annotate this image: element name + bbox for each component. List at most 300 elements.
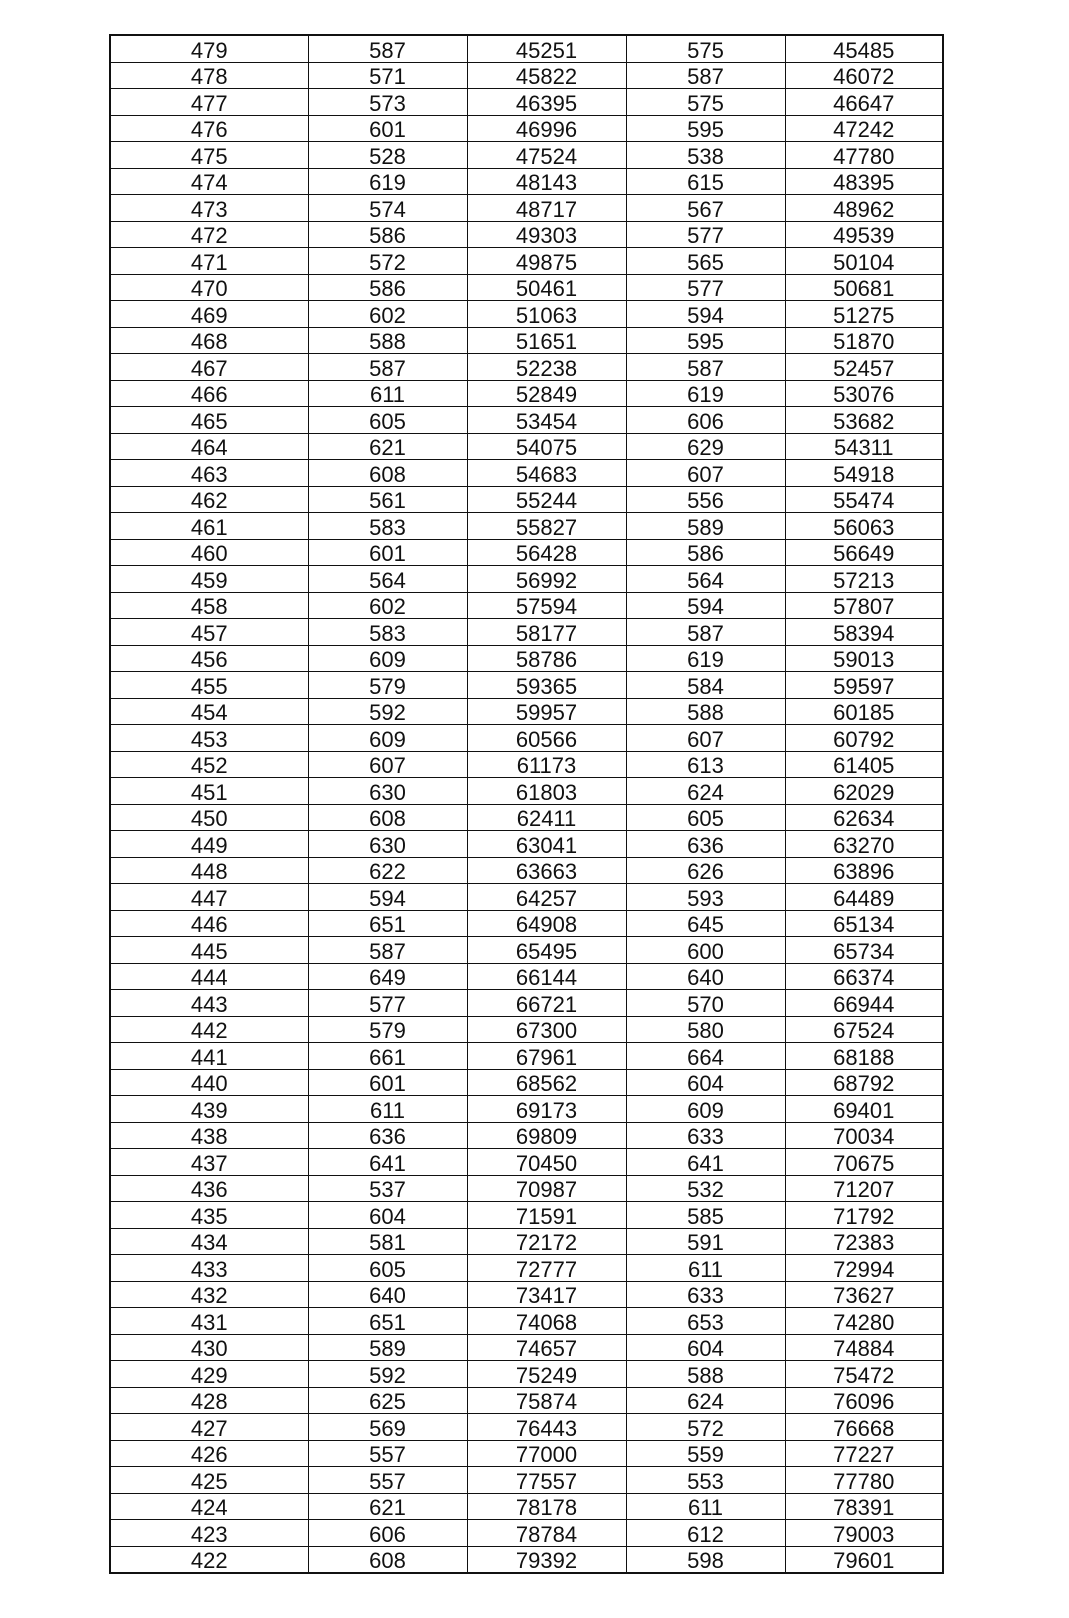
cumulative-cell-b: 70034 (785, 1122, 943, 1149)
cumulative-cell-b: 46072 (785, 62, 943, 89)
count-cell-b: 598 (626, 1546, 785, 1573)
score-cell: 447 (110, 884, 308, 911)
cumulative-cell-b: 53682 (785, 407, 943, 434)
count-cell-a: 569 (308, 1414, 467, 1441)
count-cell-b: 589 (626, 513, 785, 540)
cumulative-cell-a: 72777 (467, 1255, 626, 1282)
cumulative-cell-b: 59013 (785, 645, 943, 672)
table-row (110, 1122, 943, 1149)
cumulative-cell-a: 61173 (467, 751, 626, 778)
cumulative-cell-b: 64489 (785, 884, 943, 911)
cumulative-cell-b: 46647 (785, 89, 943, 116)
count-cell-a: 636 (308, 1122, 467, 1149)
cumulative-cell-a: 70987 (467, 1175, 626, 1202)
cumulative-cell-b: 78391 (785, 1493, 943, 1520)
score-cell: 459 (110, 566, 308, 593)
table-row (110, 301, 943, 328)
cumulative-cell-a: 46395 (467, 89, 626, 116)
score-cell: 452 (110, 751, 308, 778)
table-row (110, 1149, 943, 1176)
cumulative-cell-b: 52457 (785, 354, 943, 381)
count-cell-a: 557 (308, 1467, 467, 1494)
table-row (110, 354, 943, 381)
count-cell-b: 595 (626, 327, 785, 354)
count-cell-b: 624 (626, 778, 785, 805)
table-row (110, 698, 943, 725)
score-cell: 436 (110, 1175, 308, 1202)
score-cell: 476 (110, 115, 308, 142)
count-cell-b: 664 (626, 1043, 785, 1070)
cumulative-cell-b: 63896 (785, 857, 943, 884)
cumulative-cell-b: 76668 (785, 1414, 943, 1441)
cumulative-cell-b: 45485 (785, 35, 943, 62)
cumulative-cell-a: 48717 (467, 195, 626, 222)
score-cell: 454 (110, 698, 308, 725)
score-cell: 478 (110, 62, 308, 89)
count-cell-b: 577 (626, 221, 785, 248)
count-cell-b: 572 (626, 1414, 785, 1441)
count-cell-a: 587 (308, 937, 467, 964)
cumulative-cell-a: 72172 (467, 1228, 626, 1255)
count-cell-b: 591 (626, 1228, 785, 1255)
count-cell-b: 587 (626, 619, 785, 646)
count-cell-a: 592 (308, 1361, 467, 1388)
cumulative-cell-a: 52238 (467, 354, 626, 381)
count-cell-b: 584 (626, 672, 785, 699)
score-cell: 432 (110, 1281, 308, 1308)
cumulative-cell-a: 78784 (467, 1520, 626, 1547)
table-row (110, 990, 943, 1017)
table-row (110, 380, 943, 407)
cumulative-cell-a: 47524 (467, 142, 626, 169)
cumulative-cell-a: 65495 (467, 937, 626, 964)
cumulative-cell-a: 77557 (467, 1467, 626, 1494)
cumulative-cell-b: 72994 (785, 1255, 943, 1282)
cumulative-cell-b: 55474 (785, 486, 943, 513)
table-row (110, 460, 943, 487)
table-row (110, 937, 943, 964)
score-cell: 438 (110, 1122, 308, 1149)
count-cell-a: 609 (308, 645, 467, 672)
table-row (110, 1414, 943, 1441)
cumulative-cell-b: 75472 (785, 1361, 943, 1388)
count-cell-b: 575 (626, 89, 785, 116)
table-row (110, 1096, 943, 1123)
cumulative-cell-a: 68562 (467, 1069, 626, 1096)
score-cell: 429 (110, 1361, 308, 1388)
table-row (110, 1387, 943, 1414)
cumulative-cell-a: 51651 (467, 327, 626, 354)
table-row (110, 778, 943, 805)
cumulative-cell-b: 54918 (785, 460, 943, 487)
table-row (110, 1440, 943, 1467)
cumulative-cell-b: 50104 (785, 248, 943, 275)
count-cell-a: 564 (308, 566, 467, 593)
table-row (110, 486, 943, 513)
cumulative-cell-b: 63270 (785, 831, 943, 858)
count-cell-a: 586 (308, 221, 467, 248)
score-cell: 477 (110, 89, 308, 116)
count-cell-b: 600 (626, 937, 785, 964)
table-row (110, 221, 943, 248)
score-cell: 444 (110, 963, 308, 990)
cumulative-cell-b: 53076 (785, 380, 943, 407)
count-cell-b: 556 (626, 486, 785, 513)
score-cell: 462 (110, 486, 308, 513)
count-cell-a: 604 (308, 1202, 467, 1229)
count-cell-b: 624 (626, 1387, 785, 1414)
count-cell-a: 611 (308, 380, 467, 407)
cumulative-cell-b: 79601 (785, 1546, 943, 1573)
table-row (110, 407, 943, 434)
cumulative-cell-b: 49539 (785, 221, 943, 248)
count-cell-a: 586 (308, 274, 467, 301)
count-cell-a: 594 (308, 884, 467, 911)
score-cell: 446 (110, 910, 308, 937)
count-cell-b: 611 (626, 1255, 785, 1282)
score-cell: 458 (110, 592, 308, 619)
count-cell-a: 573 (308, 89, 467, 116)
count-cell-b: 532 (626, 1175, 785, 1202)
count-cell-a: 605 (308, 1255, 467, 1282)
count-cell-a: 641 (308, 1149, 467, 1176)
table-row (110, 804, 943, 831)
count-cell-b: 575 (626, 35, 785, 62)
cumulative-cell-a: 74657 (467, 1334, 626, 1361)
cumulative-cell-b: 65134 (785, 910, 943, 937)
score-cell: 435 (110, 1202, 308, 1229)
cumulative-cell-a: 74068 (467, 1308, 626, 1335)
count-cell-a: 608 (308, 460, 467, 487)
score-cell: 431 (110, 1308, 308, 1335)
cumulative-cell-a: 75874 (467, 1387, 626, 1414)
count-cell-a: 608 (308, 804, 467, 831)
cumulative-cell-a: 54683 (467, 460, 626, 487)
score-cell: 428 (110, 1387, 308, 1414)
score-cell: 455 (110, 672, 308, 699)
count-cell-b: 611 (626, 1493, 785, 1520)
cumulative-cell-a: 67300 (467, 1016, 626, 1043)
cumulative-cell-a: 70450 (467, 1149, 626, 1176)
count-cell-b: 640 (626, 963, 785, 990)
cumulative-cell-b: 79003 (785, 1520, 943, 1547)
table-row (110, 1202, 943, 1229)
cumulative-cell-b: 59597 (785, 672, 943, 699)
table-row (110, 672, 943, 699)
score-cell: 466 (110, 380, 308, 407)
count-cell-b: 594 (626, 592, 785, 619)
count-cell-a: 557 (308, 1440, 467, 1467)
score-cell: 457 (110, 619, 308, 646)
table-row (110, 884, 943, 911)
table-row (110, 1493, 943, 1520)
table-row (110, 645, 943, 672)
count-cell-a: 579 (308, 672, 467, 699)
table-row (110, 1069, 943, 1096)
count-cell-a: 622 (308, 857, 467, 884)
score-cell: 467 (110, 354, 308, 381)
count-cell-b: 567 (626, 195, 785, 222)
count-cell-b: 586 (626, 539, 785, 566)
count-cell-b: 565 (626, 248, 785, 275)
score-cell: 443 (110, 990, 308, 1017)
count-cell-b: 606 (626, 407, 785, 434)
score-cell: 450 (110, 804, 308, 831)
table-row (110, 566, 943, 593)
cumulative-cell-b: 56063 (785, 513, 943, 540)
score-cell: 460 (110, 539, 308, 566)
cumulative-cell-a: 76443 (467, 1414, 626, 1441)
table-row (110, 1043, 943, 1070)
count-cell-b: 587 (626, 354, 785, 381)
score-cell: 424 (110, 1493, 308, 1520)
score-cell: 425 (110, 1467, 308, 1494)
cumulative-cell-b: 57213 (785, 566, 943, 593)
table-row (110, 1308, 943, 1335)
table-row (110, 327, 943, 354)
table-row (110, 725, 943, 752)
table-row (110, 248, 943, 275)
count-cell-b: 619 (626, 380, 785, 407)
score-cell: 422 (110, 1546, 308, 1573)
table-row (110, 142, 943, 169)
cumulative-cell-b: 72383 (785, 1228, 943, 1255)
count-cell-b: 604 (626, 1069, 785, 1096)
count-cell-a: 605 (308, 407, 467, 434)
score-cell: 453 (110, 725, 308, 752)
count-cell-a: 602 (308, 301, 467, 328)
count-cell-a: 621 (308, 1493, 467, 1520)
count-cell-b: 559 (626, 1440, 785, 1467)
count-cell-b: 629 (626, 433, 785, 460)
count-cell-b: 619 (626, 645, 785, 672)
cumulative-cell-b: 47242 (785, 115, 943, 142)
score-cell: 465 (110, 407, 308, 434)
table-row (110, 1228, 943, 1255)
count-cell-a: 589 (308, 1334, 467, 1361)
table-row (110, 619, 943, 646)
count-cell-a: 606 (308, 1520, 467, 1547)
score-cell: 426 (110, 1440, 308, 1467)
cumulative-cell-b: 62634 (785, 804, 943, 831)
table-row (110, 433, 943, 460)
cumulative-cell-a: 49303 (467, 221, 626, 248)
cumulative-cell-b: 69401 (785, 1096, 943, 1123)
cumulative-cell-a: 45822 (467, 62, 626, 89)
cumulative-cell-b: 56649 (785, 539, 943, 566)
count-cell-a: 583 (308, 513, 467, 540)
score-cell: 474 (110, 168, 308, 195)
count-cell-a: 640 (308, 1281, 467, 1308)
cumulative-cell-a: 63663 (467, 857, 626, 884)
cumulative-cell-a: 78178 (467, 1493, 626, 1520)
score-cell: 451 (110, 778, 308, 805)
cumulative-cell-b: 60185 (785, 698, 943, 725)
count-cell-a: 602 (308, 592, 467, 619)
score-cell: 442 (110, 1016, 308, 1043)
table-row (110, 857, 943, 884)
cumulative-cell-b: 77227 (785, 1440, 943, 1467)
count-cell-a: 621 (308, 433, 467, 460)
cumulative-cell-b: 51870 (785, 327, 943, 354)
count-cell-a: 611 (308, 1096, 467, 1123)
count-cell-a: 601 (308, 539, 467, 566)
table-row (110, 1467, 943, 1494)
count-cell-a: 601 (308, 115, 467, 142)
cumulative-cell-b: 48962 (785, 195, 943, 222)
cumulative-cell-b: 54311 (785, 433, 943, 460)
count-cell-b: 615 (626, 168, 785, 195)
score-cell: 440 (110, 1069, 308, 1096)
score-cell: 441 (110, 1043, 308, 1070)
count-cell-a: 574 (308, 195, 467, 222)
count-cell-b: 604 (626, 1334, 785, 1361)
cumulative-cell-a: 60566 (467, 725, 626, 752)
count-cell-b: 587 (626, 62, 785, 89)
score-cell: 464 (110, 433, 308, 460)
score-cell: 430 (110, 1334, 308, 1361)
cumulative-cell-b: 65734 (785, 937, 943, 964)
cumulative-cell-b: 68792 (785, 1069, 943, 1096)
count-cell-b: 607 (626, 460, 785, 487)
table-row (110, 62, 943, 89)
table-row (110, 195, 943, 222)
cumulative-cell-a: 64908 (467, 910, 626, 937)
cumulative-cell-a: 66721 (467, 990, 626, 1017)
cumulative-cell-a: 64257 (467, 884, 626, 911)
count-cell-a: 649 (308, 963, 467, 990)
cumulative-cell-a: 49875 (467, 248, 626, 275)
cumulative-cell-a: 59957 (467, 698, 626, 725)
table-row (110, 1016, 943, 1043)
count-cell-b: 594 (626, 301, 785, 328)
cumulative-cell-a: 67961 (467, 1043, 626, 1070)
count-cell-b: 626 (626, 857, 785, 884)
score-cell: 434 (110, 1228, 308, 1255)
table-row (110, 592, 943, 619)
table-row (110, 115, 943, 142)
score-cell: 433 (110, 1255, 308, 1282)
score-cell: 427 (110, 1414, 308, 1441)
count-cell-b: 595 (626, 115, 785, 142)
table-row (110, 751, 943, 778)
cumulative-cell-b: 71792 (785, 1202, 943, 1229)
count-cell-a: 581 (308, 1228, 467, 1255)
cumulative-cell-b: 66944 (785, 990, 943, 1017)
cumulative-cell-b: 70675 (785, 1149, 943, 1176)
score-cell: 469 (110, 301, 308, 328)
score-cell: 448 (110, 857, 308, 884)
cumulative-cell-b: 48395 (785, 168, 943, 195)
count-cell-a: 609 (308, 725, 467, 752)
cumulative-cell-b: 60792 (785, 725, 943, 752)
cumulative-cell-b: 61405 (785, 751, 943, 778)
cumulative-cell-b: 58394 (785, 619, 943, 646)
score-cell: 463 (110, 460, 308, 487)
cumulative-cell-a: 58786 (467, 645, 626, 672)
cumulative-cell-b: 47780 (785, 142, 943, 169)
count-cell-b: 613 (626, 751, 785, 778)
table-body (110, 35, 943, 1573)
cumulative-cell-a: 69809 (467, 1122, 626, 1149)
cumulative-cell-a: 77000 (467, 1440, 626, 1467)
count-cell-a: 579 (308, 1016, 467, 1043)
cumulative-cell-a: 79392 (467, 1546, 626, 1573)
count-cell-a: 607 (308, 751, 467, 778)
score-cell: 475 (110, 142, 308, 169)
count-cell-a: 630 (308, 831, 467, 858)
count-cell-b: 645 (626, 910, 785, 937)
count-cell-a: 588 (308, 327, 467, 354)
count-cell-a: 651 (308, 1308, 467, 1335)
count-cell-b: 553 (626, 1467, 785, 1494)
count-cell-b: 588 (626, 1361, 785, 1388)
score-cell: 471 (110, 248, 308, 275)
table-row (110, 1255, 943, 1282)
score-cell: 449 (110, 831, 308, 858)
table-row (110, 831, 943, 858)
score-cell: 445 (110, 937, 308, 964)
cumulative-cell-a: 57594 (467, 592, 626, 619)
score-cell: 456 (110, 645, 308, 672)
table-row (110, 910, 943, 937)
cumulative-cell-a: 59365 (467, 672, 626, 699)
count-cell-a: 577 (308, 990, 467, 1017)
table-row (110, 513, 943, 540)
cumulative-cell-a: 53454 (467, 407, 626, 434)
table-row (110, 1281, 943, 1308)
table-row (110, 1546, 943, 1573)
count-cell-b: 580 (626, 1016, 785, 1043)
cumulative-cell-a: 55827 (467, 513, 626, 540)
count-cell-b: 564 (626, 566, 785, 593)
cumulative-cell-b: 50681 (785, 274, 943, 301)
cumulative-cell-b: 74884 (785, 1334, 943, 1361)
count-cell-a: 528 (308, 142, 467, 169)
cumulative-cell-a: 58177 (467, 619, 626, 646)
count-cell-a: 625 (308, 1387, 467, 1414)
cumulative-cell-b: 71207 (785, 1175, 943, 1202)
cumulative-cell-a: 50461 (467, 274, 626, 301)
count-cell-b: 538 (626, 142, 785, 169)
cumulative-cell-a: 52849 (467, 380, 626, 407)
count-cell-b: 612 (626, 1520, 785, 1547)
cumulative-cell-a: 45251 (467, 35, 626, 62)
table-row (110, 1520, 943, 1547)
cumulative-cell-a: 55244 (467, 486, 626, 513)
count-cell-b: 605 (626, 804, 785, 831)
count-cell-b: 633 (626, 1281, 785, 1308)
count-cell-a: 537 (308, 1175, 467, 1202)
table-row (110, 35, 943, 62)
cumulative-cell-b: 57807 (785, 592, 943, 619)
cumulative-cell-b: 68188 (785, 1043, 943, 1070)
cumulative-cell-a: 54075 (467, 433, 626, 460)
cumulative-cell-a: 48143 (467, 168, 626, 195)
table-row (110, 963, 943, 990)
table-row (110, 1334, 943, 1361)
score-cell: 473 (110, 195, 308, 222)
count-cell-a: 571 (308, 62, 467, 89)
count-cell-a: 608 (308, 1546, 467, 1573)
count-cell-b: 585 (626, 1202, 785, 1229)
cumulative-cell-b: 73627 (785, 1281, 943, 1308)
table-row (110, 1175, 943, 1202)
cumulative-cell-a: 63041 (467, 831, 626, 858)
score-cell: 461 (110, 513, 308, 540)
cumulative-cell-a: 56992 (467, 566, 626, 593)
cumulative-cell-a: 62411 (467, 804, 626, 831)
